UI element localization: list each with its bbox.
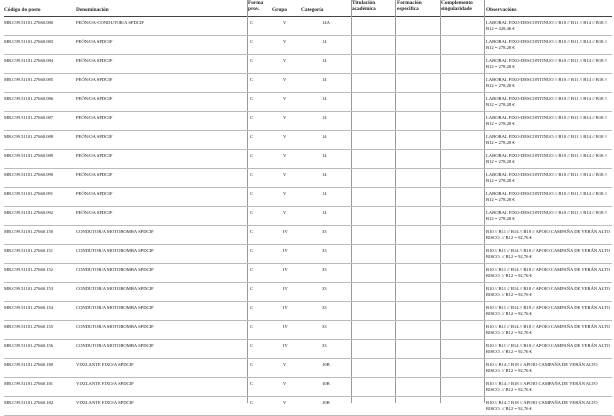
cell-forma: C (250, 343, 254, 348)
cell-observacions: LABORAL FIXO-DESCONTINUO // B10 // B11 // B14 // B18 // B12 = 278,28 € (486, 115, 608, 126)
cell-denominacion: PEÓN/OA SPDCIF (76, 191, 113, 196)
cell-grupo: V (283, 58, 287, 63)
cell-forma: C (250, 153, 254, 158)
cell-code: MR.C99.51101.27660.152 (4, 267, 54, 272)
table-row (0, 169, 614, 188)
cell-grupo: V (283, 381, 287, 386)
table-row (0, 112, 614, 131)
cell-denominacion: VIXILANTE FIXO/A SPDCIF (76, 362, 134, 367)
header-codigo: Código do posto (4, 7, 41, 13)
cell-denominacion: CONDUTOR/A MOTOBOMBA SPDCIF (76, 305, 154, 310)
cell-code: MR.C99.51101.27660.154 (4, 305, 54, 310)
cell-observacions: B10 // B11 // B14 // B18 // APOIO CAMPAÑA DE VERÁN ALTO RISCO. // B12 = 92,76 € (486, 324, 610, 335)
table-row (0, 226, 614, 245)
table-row (0, 245, 614, 264)
table-row (0, 17, 614, 36)
cell-observacions: LABORAL FIXO-DESCONTINUO // B10 // B11 // B14 // B18 // B12 = 278,28 € (486, 210, 608, 221)
cell-grupo: V (283, 153, 287, 158)
cell-grupo: IV (283, 324, 288, 329)
cell-forma: C (250, 324, 254, 329)
cell-grupo: IV (283, 305, 288, 310)
cell-code: MR.C99.51101.27660.086 (4, 96, 54, 101)
cell-forma: C (250, 229, 254, 234)
cell-forma: C (250, 248, 254, 253)
header-grupo: Grupo (272, 7, 288, 13)
cell-categoria: 33 (322, 248, 327, 253)
table-row (0, 340, 614, 359)
cell-code: MR.C99.51101.27660.150 (4, 229, 54, 234)
cell-forma: C (250, 20, 254, 25)
table-row (0, 131, 614, 150)
table-row (0, 378, 614, 397)
cell-observacions: LABORAL FIXO-DESCONTINUO // B10 // B11 // B14 // B18 // B12 = 278,28 € (486, 96, 608, 107)
cell-code: MR.C99.51101.27660.156 (4, 343, 54, 348)
cell-code: MR.C99.51101.27660.080 (4, 20, 54, 25)
cell-forma: C (250, 58, 254, 63)
header-observacions: Observacións (486, 7, 517, 13)
cell-denominacion: PEÓN/OA SPDCIF (76, 210, 113, 215)
table-row (0, 264, 614, 283)
cell-grupo: V (283, 191, 287, 196)
cell-forma: C (250, 39, 254, 44)
table-row (0, 36, 614, 55)
cell-denominacion: VIXILANTE FIXO/A SPDCIF (76, 400, 134, 405)
cell-forma: C (250, 210, 254, 215)
cell-grupo: V (283, 362, 287, 367)
cell-observacions: LABORAL FIXO-DESCONTINUO // B10 // B11 // B14 // B18 // B12 = 278,28 € (486, 58, 608, 69)
cell-grupo: V (283, 210, 287, 215)
cell-denominacion: PEÓN/OA-CONDUTOR/A SPDCIF (76, 20, 144, 25)
cell-forma: C (250, 381, 254, 386)
cell-observacions: LABORAL FIXO-DESCONTINUO // B10 // B11 // B14 // B18 // B12 = 278,28 € (486, 39, 608, 50)
cell-code: MR.C99.51101.27660.087 (4, 115, 54, 120)
cell-observacions: B10 // B11 // B14 // B18 // APOIO CAMPAÑA DE VERÁN ALTO RISCO. // B12 = 92,76 € (486, 286, 610, 297)
cell-grupo: V (283, 96, 287, 101)
cell-categoria: 14 (322, 191, 327, 196)
cell-grupo: V (283, 400, 287, 405)
cell-observacions: B10 // B11 // B14 // B18 // APOIO CAMPAÑA DE VERÁN ALTO RISCO. // B12 = 92,76 € (486, 305, 610, 316)
cell-denominacion: CONDUTOR/A MOTOBOMBA SPDCIF (76, 248, 154, 253)
cell-categoria: 14 (322, 96, 327, 101)
cell-denominacion: PEÓN/OA SPDCIF (76, 58, 113, 63)
cell-denominacion: PEÓN/OA SPDCIF (76, 77, 113, 82)
cell-categoria: 14 (322, 172, 327, 177)
cell-denominacion: PEÓN/OA SPDCIF (76, 96, 113, 101)
table-row (0, 321, 614, 340)
table-row (0, 283, 614, 302)
cell-grupo: IV (283, 343, 288, 348)
cell-grupo: V (283, 39, 287, 44)
cell-observacions: LABORAL FIXO-DESCONTINUO // B10 // B11 // B14 // B18 // B12 = 278,28 € (486, 153, 608, 164)
table-row (0, 188, 614, 207)
cell-observacions: B10 // B14 // B18 // APOIO CAMPAÑA DE VERÁN ALTO RISCO. // B12 = 92,76 € (486, 381, 598, 392)
cell-observacions: B10 // B11 // B14 // B18 // APOIO CAMPAÑA DE VERÁN ALTO RISCO. // B12 = 92,76 € (486, 229, 610, 240)
cell-grupo: V (283, 77, 287, 82)
cell-categoria: 14 (322, 153, 327, 158)
cell-observacions: LABORAL FIXO-DESCONTINUO // B10 // B11 // B14 // B18 // B12 = 278,28 € (486, 191, 608, 202)
cell-forma: C (250, 115, 254, 120)
cell-grupo: V (283, 172, 287, 177)
cell-code: MR.C99.51101.27660.181 (4, 381, 54, 386)
cell-observacions: B10 // B11 // B14 // B18 // APOIO CAMPAÑA DE VERÁN ALTO RISCO. // B12 = 92,76 € (486, 267, 610, 278)
table-row (0, 359, 614, 378)
cell-categoria: 33 (322, 305, 327, 310)
cell-forma: C (250, 191, 254, 196)
cell-observacions: LABORAL FIXO-DESCONTINUO // B10 // B11 // B14 // B18 // B12 = 278,28 € (486, 172, 608, 183)
cell-denominacion: CONDUTOR/A MOTOBOMBA SPDCIF (76, 267, 154, 272)
cell-forma: C (250, 77, 254, 82)
cell-denominacion: PEÓN/OA SPDCIF (76, 153, 113, 158)
header-formacion: Formación específica (397, 0, 422, 12)
cell-forma: C (250, 172, 254, 177)
cell-grupo: V (283, 115, 287, 120)
cell-code: MR.C99.51101.27660.088 (4, 134, 54, 139)
cell-categoria: 33 (322, 343, 327, 348)
cell-categoria: 14 (322, 58, 327, 63)
cell-code: MR.C99.51101.27660.153 (4, 286, 54, 291)
cell-forma: C (250, 286, 254, 291)
cell-code: MR.C99.51101.27660.083 (4, 39, 54, 44)
header-titulacion: Titulación académica (352, 0, 376, 12)
cell-denominacion: PEÓN/OA SPDCIF (76, 39, 113, 44)
cell-grupo: IV (283, 267, 288, 272)
cell-code: MR.C99.51101.27660.090 (4, 172, 54, 177)
cell-denominacion: CONDUTOR/A MOTOBOMBA SPDCIF (76, 343, 154, 348)
cell-categoria: 10B (322, 362, 330, 367)
cell-categoria: 10B (322, 400, 330, 405)
table-row (0, 74, 614, 93)
table-row (0, 397, 614, 416)
table-row (0, 55, 614, 74)
cell-observacions: LABORAL FIXO-DESCONTINUO // B10 // B11 // B14 // B18 // B12 = 428,46 € (486, 20, 608, 31)
cell-categoria: 14 (322, 134, 327, 139)
cell-code: MR.C99.51101.27660.180 (4, 362, 54, 367)
cell-grupo: IV (283, 286, 288, 291)
cell-observacions: B10 // B14 // B18 // APOIO CAMPAÑA DE VERÁN ALTO RISCO. // B12 = 92,76 € (486, 400, 598, 411)
cell-denominacion: CONDUTOR/A MOTOBOMBA SPDCIF (76, 229, 154, 234)
cell-categoria: 33 (322, 324, 327, 329)
cell-categoria: 14A (322, 20, 330, 25)
cell-forma: C (250, 267, 254, 272)
table-header (0, 0, 614, 16)
cell-grupo: V (283, 20, 287, 25)
cell-denominacion: PEÓN/OA SPDCIF (76, 115, 113, 120)
cell-grupo: IV (283, 248, 288, 253)
cell-categoria: 33 (322, 229, 327, 234)
cell-code: MR.C99.51101.27660.089 (4, 153, 54, 158)
cell-code: MR.C99.51101.27660.084 (4, 58, 54, 63)
table-row (0, 93, 614, 112)
cell-observacions: B10 // B14 // B18 // APOIO CAMPAÑA DE VERÁN ALTO RISCO. // B12 = 92,76 € (486, 362, 598, 373)
header-forma: Forma prov. (248, 0, 264, 12)
cell-code: MR.C99.51101.27660.091 (4, 191, 54, 196)
table-row (0, 207, 614, 226)
cell-categoria: 14 (322, 115, 327, 120)
cell-categoria: 10B (322, 381, 330, 386)
header-categoria: Categoría (301, 7, 324, 13)
cell-denominacion: VIXILANTE FIXO/A SPDCIF (76, 381, 134, 386)
cell-code: MR.C99.51101.27660.155 (4, 324, 54, 329)
cell-denominacion: PEÓN/OA SPDCIF (76, 134, 113, 139)
cell-categoria: 33 (322, 286, 327, 291)
cell-observacions: LABORAL FIXO-DESCONTINUO // B10 // B11 // B14 // B18 // B12 = 278,28 € (486, 134, 608, 145)
cell-forma: C (250, 305, 254, 310)
cell-code: MR.C99.51101.27660.092 (4, 210, 54, 215)
cell-categoria: 14 (322, 39, 327, 44)
cell-observacions: B10 // B11 // B14 // B18 // APOIO CAMPAÑA DE VERÁN ALTO RISCO. // B12 = 92,76 € (486, 343, 610, 354)
cell-denominacion: CONDUTOR/A MOTOBOMBA SPDCIF (76, 286, 154, 291)
cell-code: MR.C99.51101.27660.085 (4, 77, 54, 82)
cell-forma: C (250, 400, 254, 405)
cell-denominacion: PEÓN/OA SPDCIF (76, 172, 113, 177)
cell-forma: C (250, 362, 254, 367)
cell-denominacion: CONDUTOR/A MOTOBOMBA SPDCIF (76, 324, 154, 329)
header-denominacion: Denominación (76, 7, 109, 13)
cell-grupo: IV (283, 229, 288, 234)
cell-categoria: 14 (322, 210, 327, 215)
cell-observacions: LABORAL FIXO-DESCONTINUO // B10 // B11 // B14 // B18 // B12 = 278,28 € (486, 77, 608, 88)
cell-grupo: V (283, 134, 287, 139)
table-row (0, 150, 614, 169)
table-row (0, 302, 614, 321)
cell-code: MR.C99.51101.27660.151 (4, 248, 54, 253)
cell-categoria: 33 (322, 267, 327, 272)
cell-code: MR.C99.51101.27660.182 (4, 400, 54, 405)
cell-observacions: B10 // B11 // B14 // B18 // APOIO CAMPAÑA DE VERÁN ALTO RISCO. // B12 = 92,76 € (486, 248, 610, 259)
cell-categoria: 14 (322, 77, 327, 82)
cell-forma: C (250, 96, 254, 101)
cell-forma: C (250, 134, 254, 139)
header-complemento: Complemento singularidade (441, 0, 473, 12)
